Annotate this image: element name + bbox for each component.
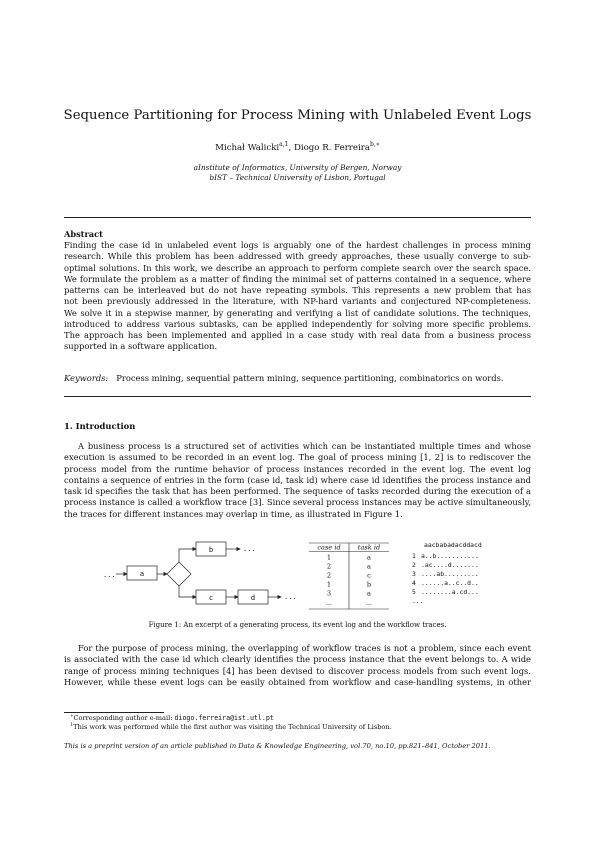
author-affil-mark: a,1 xyxy=(279,141,289,148)
footnote-mark: ∗ xyxy=(70,714,74,719)
process-diagram xyxy=(103,542,297,604)
table-cell: a xyxy=(367,562,371,571)
author-name: Michał Walicki xyxy=(215,142,280,153)
footnote-2 xyxy=(64,723,392,731)
node-label: b xyxy=(208,546,214,554)
trace-row-index: 4 xyxy=(412,579,416,587)
table-header-task-id: task id xyxy=(357,543,381,552)
abstract-line: introduced to address various subtasks, can be applied independently for solving more specific problems. xyxy=(64,318,531,329)
body-line: For the purpose of process mining, the overlapping of workflow traces is not a problem, since each event xyxy=(78,643,531,653)
table-cell: a xyxy=(367,553,371,562)
figure-1 xyxy=(64,538,531,620)
author-separator: , xyxy=(288,142,294,153)
table-cell: 3 xyxy=(326,589,332,598)
keywords xyxy=(64,373,531,384)
author-affil-mark: b,∗ xyxy=(369,141,380,148)
node-label: a xyxy=(139,570,145,578)
table-cell: 2 xyxy=(326,571,332,580)
trace-row-index: 3 xyxy=(412,570,416,578)
table-cell: a xyxy=(367,589,371,598)
table-cell: ... xyxy=(325,599,333,607)
preprint-notice: This is a preprint version of an article published in Data & Knowledge Engineering, vol.70, no.10, pp.821–841, October 2011. xyxy=(64,742,491,750)
abstract-line: patterns can be interleaved but do not have repeating symbols. This represents a new problem that has xyxy=(64,285,531,295)
abstract-heading: Abstract xyxy=(64,229,103,239)
node-label: d xyxy=(250,594,256,602)
footnote-mark: 1 xyxy=(70,723,74,728)
trace-row: .ac....d....... xyxy=(421,561,479,569)
abstract-line: not been previously addressed in the literature, with NP-hard variants and conjectured NP-completeness. xyxy=(64,296,531,307)
section-heading: 1. Introduction xyxy=(64,421,136,431)
intro-paragraph-1 xyxy=(64,441,531,520)
keywords-text: Process mining, sequential pattern mining, sequence partitioning, combinatorics on words. xyxy=(116,373,504,383)
footnote-text: This work was performed while the first author was visiting the Technical University of Lisbon. xyxy=(73,723,392,732)
author-name: Diogo R. Ferreira xyxy=(293,142,370,153)
abstract-line: We formulate the problem as a matter of finding the minimal set of patterns contained in a sequence, where xyxy=(64,273,531,284)
body-line: is associated with the case id which clearly identifies the process instance that the event belongs to. A wide xyxy=(64,654,531,665)
diagram-ellipsis: ... xyxy=(243,545,256,553)
affiliation: bIST – Technical University of Lisbon, Portugal xyxy=(209,173,386,182)
abstract-line: We solve it in a stepwise manner, by generating and verifying a list of candidate solutions. The techniques, xyxy=(64,307,531,318)
trace-row: ........a.cd... xyxy=(421,588,479,596)
abstract-top-rule xyxy=(64,217,531,218)
footnote-1 xyxy=(64,714,274,722)
table-cell: 2 xyxy=(326,562,332,571)
figure-1-graphic xyxy=(64,538,531,620)
intro-paragraph-2 xyxy=(64,643,531,688)
trace-row: ......a..c..d.. xyxy=(421,579,479,587)
abstract-bottom-rule xyxy=(64,396,531,397)
abstract-line: Finding the case id in unlabeled event logs is arguably one of the hardest challenges in process mining xyxy=(64,240,531,250)
body-line: the traces for different instances may overlap in time, as illustrated in Figure 1. xyxy=(64,508,403,519)
table-header-case-id: case id xyxy=(317,543,341,552)
keywords-label: Keywords: xyxy=(64,373,109,383)
corresponding-email: diogo.ferreira@ist.utl.pt xyxy=(174,714,274,723)
author-line xyxy=(0,141,595,153)
affiliation: aInstitute of Informatics, University of Bergen, Norway xyxy=(193,163,402,172)
table-cell: ... xyxy=(365,599,373,607)
trace-row: ....ab......... xyxy=(421,570,479,578)
workflow-trace-sequence xyxy=(412,541,482,605)
footnote-rule xyxy=(64,712,164,713)
table-cell: c xyxy=(367,571,371,580)
body-line: execution is assumed to be recorded in an event log. The goal of process mining [1, 2] is to rediscover the xyxy=(64,452,531,463)
abstract-line: supported in a software application. xyxy=(64,341,218,352)
table-cell: b xyxy=(366,580,372,589)
body-line: process instance is called a workflow trace [3]. Since several process instances may be active simultaneously, xyxy=(64,497,531,508)
figure-caption: Figure 1: An excerpt of a generating process, its event log and the workflow traces. xyxy=(148,621,447,629)
trace-row-index: ... xyxy=(412,597,424,605)
abstract-line: The approach has been implemented and applied in a case study with real data from a business process xyxy=(64,330,531,340)
trace-row-index: 1 xyxy=(412,552,416,560)
body-line: process model from the runtime behavior of process instances recorded in the event log. The event log xyxy=(64,463,531,474)
paper-title: Sequence Partitioning for Process Mining with Unlabeled Event Logs xyxy=(63,108,532,123)
trace-row-index: 5 xyxy=(412,588,416,596)
trace-row-index: 2 xyxy=(412,561,416,569)
abstract-body xyxy=(64,240,531,353)
diagram-ellipsis: ... xyxy=(284,593,297,601)
body-line: However, while these event logs can be easily obtained from workflow and case-handling systems, in other xyxy=(64,676,531,687)
gateway-diamond xyxy=(167,562,191,586)
sequence-header: aacbabadacddacd xyxy=(424,541,482,549)
body-line: range of process mining techniques [4] has been devised to discover process models from such event logs. xyxy=(64,665,531,676)
body-line: A business process is a structured set of activities which can be instantiated multiple times and whose xyxy=(78,441,531,451)
node-label: c xyxy=(208,594,214,602)
diagram-ellipsis: ... xyxy=(103,571,116,579)
abstract-line: research. While this problem has been addressed with greedy approaches, these usually converge to sub- xyxy=(64,251,531,262)
event-log-table xyxy=(309,543,389,609)
body-line: contains a sequence of entries in the form (case id, task id) where case id identifies the process instance and xyxy=(64,474,531,485)
table-cell: 1 xyxy=(326,580,332,589)
footnote-text: Corresponding author e-mail: xyxy=(73,714,175,723)
table-cell: 1 xyxy=(326,553,332,562)
abstract-line: optimal solutions. In this work, we describe an approach to perform complete search over the search space. xyxy=(64,262,531,273)
trace-row: a..b........... xyxy=(421,552,479,560)
body-line: task id specifies the task that has been performed. The sequence of tasks recorded during the execution of a xyxy=(64,486,531,496)
